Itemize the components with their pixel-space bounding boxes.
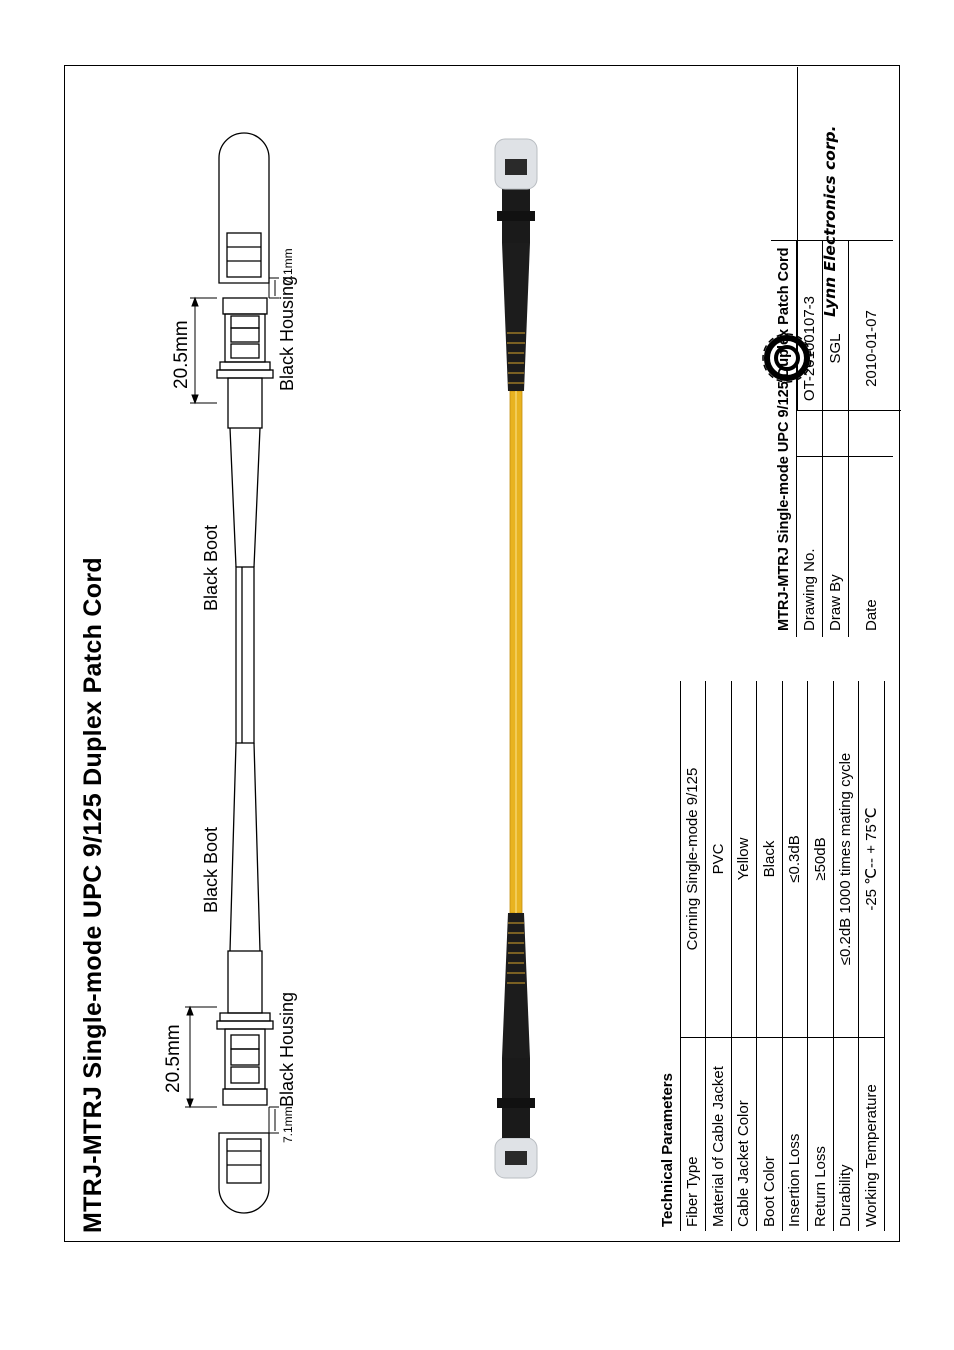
left-housing-label: Black Housing	[277, 991, 297, 1107]
table-row	[808, 681, 834, 1231]
left-width-dimension: 7.1mm	[281, 1106, 295, 1143]
right-connector-drawing	[217, 298, 273, 428]
param-value: ≤0.3dB	[782, 681, 808, 1038]
param-value: -25 ℃-- + 75℃	[859, 681, 885, 1038]
table-row	[782, 681, 808, 1231]
param-name: Fiber Type	[680, 1038, 706, 1232]
logo-panel	[797, 67, 901, 411]
param-value: Corning Single-mode 9/125	[680, 681, 706, 1038]
right-boot-label: Black Boot	[201, 524, 221, 611]
param-name: Insertion Loss	[782, 1038, 808, 1232]
left-length-dimension: 20.5mm	[163, 1024, 184, 1093]
draw-by-label: Draw By	[823, 456, 849, 637]
draw-by-value: SGL	[823, 241, 849, 456]
table-row	[859, 681, 885, 1231]
date-value: 2010-01-07	[849, 241, 894, 456]
left-dust-cap-drawing	[219, 1133, 269, 1213]
param-name: Cable Jacket Color	[731, 1038, 757, 1232]
drawing-no-value: OT-20100107-3	[797, 241, 823, 456]
drawing-no-label: Drawing No.	[797, 456, 823, 637]
right-length-dimension: 20.5mm	[171, 320, 192, 389]
left-boot-label: Black Boot	[201, 826, 221, 913]
param-name: Durability	[833, 1038, 859, 1232]
company-name: Lynn Electronics corp.	[821, 125, 839, 317]
param-name: Boot Color	[757, 1038, 783, 1232]
tech-table-header	[655, 681, 680, 1231]
table-row	[731, 681, 757, 1231]
line-drawing	[65, 66, 465, 1243]
center-cable-drawing	[236, 567, 254, 743]
param-value: Yellow	[731, 681, 757, 1038]
table-row	[833, 681, 859, 1231]
left-boot-drawing	[230, 743, 260, 951]
right-dust-cap-drawing	[219, 131, 269, 283]
page-title: MTRJ-MTRJ Single-mode UPC 9/125 Duplex Patch Cord	[79, 557, 107, 1233]
param-value: PVC	[706, 681, 732, 1038]
technical-parameters-table	[655, 681, 885, 1231]
date-label: Date	[849, 456, 894, 637]
title-block	[771, 67, 901, 637]
cable-photo	[495, 139, 537, 1178]
param-name: Return Loss	[808, 1038, 834, 1232]
right-boot-drawing	[230, 428, 260, 567]
param-value: ≤0.2dB 1000 times mating cycle	[833, 681, 859, 1038]
table-row	[680, 681, 706, 1231]
table-row	[706, 681, 732, 1231]
param-name: Material of Cable Jacket	[706, 1038, 732, 1232]
param-value: ≥50dB	[808, 681, 834, 1038]
rotated-content	[65, 66, 901, 1243]
table-row	[757, 681, 783, 1231]
drawing-sheet	[64, 65, 900, 1242]
param-name: Working Temperature	[859, 1038, 885, 1232]
right-width-dimension: 7.1mm	[281, 248, 295, 285]
param-value: Black	[757, 681, 783, 1038]
left-connector-drawing	[217, 951, 273, 1105]
right-housing-label: Black Housing	[277, 275, 297, 391]
title-block-heading: MTRJ-MTRJ Single-mode UPC 9/125 Duplex Patch Cord	[771, 241, 797, 637]
tech-heading: Technical Parameters	[655, 1038, 680, 1232]
